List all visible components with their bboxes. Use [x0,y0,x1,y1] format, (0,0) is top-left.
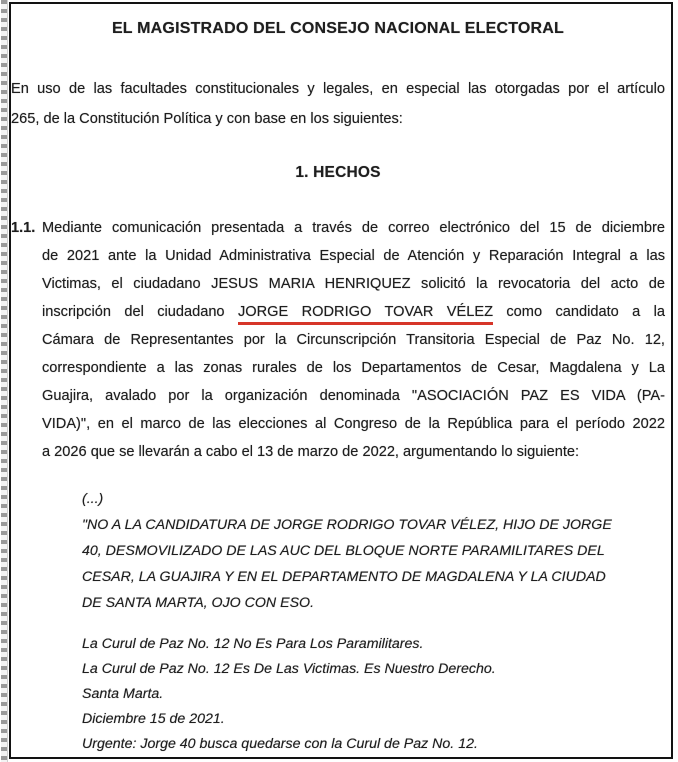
section-heading-hechos: 1. HECHOS [295,164,381,181]
text-line: CESAR, LA GUAJIRA Y EN EL DEPARTAMENTO DE MAGDALENA Y LA CIUDAD [82,569,606,585]
text-line: de 2021 ante la Unidad Administrativa Especial de Atención y Reparación Integral a las [42,248,665,264]
text-line: VIDA)", en el marco de las elecciones al Congreso de la República para el período 2022 [42,416,665,432]
text-line: Santa Marta. [82,686,164,702]
text-line: Cámara de Representantes por la Circunscripción Transitoria Especial de Paz No. 12, [42,332,665,348]
highlighted-candidate-name: JORGE RODRIGO TOVAR VÉLEZ [238,304,493,325]
quoted-statement-block [82,486,665,616]
underlined-name-line [42,298,665,326]
text-line: 40, DESMOVILIZADO DE LAS AUC DEL BLOQUE NORTE PARAMILITARES DEL [82,543,605,559]
item-number: 1.1. [11,220,36,236]
document-frame [9,2,673,759]
text-line: Victimas, el ciudadano JESUS MARIA HENRIQUEZ solicitó la revocatoria del acto de [42,276,665,292]
item-text-after-underline [42,326,665,466]
text-line: a 2026 que se llevarán a cabo el 13 de marzo de 2022, argumentando lo siguiente: [42,444,580,460]
quoted-closing-block [82,632,665,757]
text-line: DE SANTA MARTA, OJO CON ESO. [82,595,315,611]
text-line: Urgente: Jorge 40 busca quedarse con la Curul de Paz No. 12. [82,736,478,752]
text-line: correspondiente a las zonas rurales de los Departamentos de Cesar, Magdalena y La [42,360,665,376]
item-text-before-underline [42,214,665,298]
text-line: Guajira, avalado por la organización denominada "ASOCIACIÓN PAZ ES VIDA (PA- [42,388,665,404]
numbered-item-1-1 [11,214,665,466]
text-line: (...) [82,491,104,507]
text-line: La Curul de Paz No. 12 No Es Para Los Paramilitares. [82,636,424,652]
text-line: La Curul de Paz No. 12 Es De Las Victimas. Es Nuestro Derecho. [82,661,496,677]
line-pre-text: inscripción del ciudadano [42,304,238,320]
text-line: 265, de la Constitución Política y con base en los siguientes: [11,111,403,127]
page-edge-perforation [1,0,8,762]
text-line: "NO A LA CANDIDATURA DE JORGE RODRIGO TOVAR VÉLEZ, HIJO DE JORGE [82,517,612,533]
text-line: Diciembre 15 de 2021. [82,711,225,727]
line-post-text: como candidato a la [493,304,666,320]
intro-paragraph [11,74,665,134]
text-line: En uso de las facultades constitucionales y legales, en especial las otorgadas por el artículo [11,81,665,97]
text-line: Mediante comunicación presentada a través de correo electrónico del 15 de diciembre [42,220,665,236]
document-title: EL MAGISTRADO DEL CONSEJO NACIONAL ELECTORAL [111,20,565,37]
